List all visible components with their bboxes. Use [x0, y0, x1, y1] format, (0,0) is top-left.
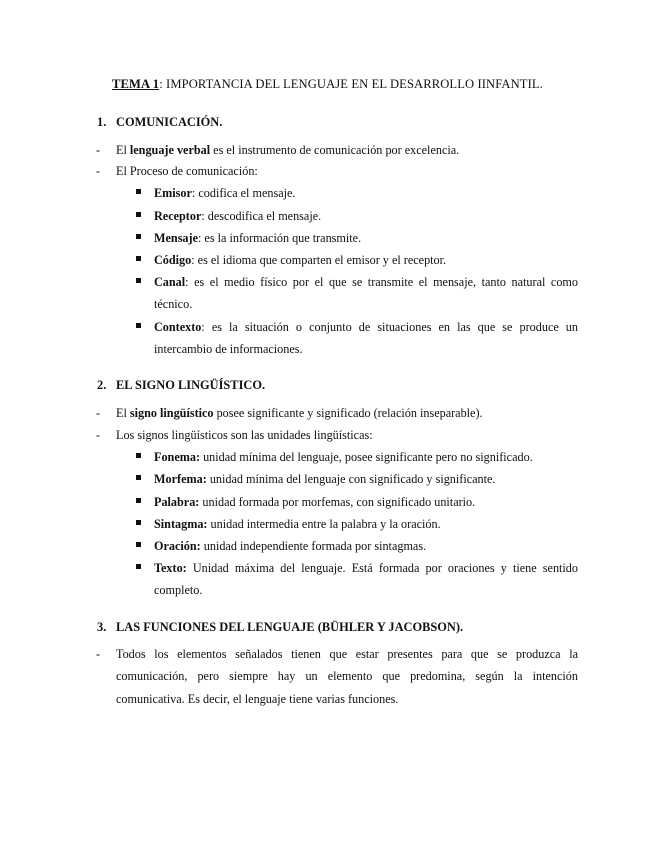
bullet-text: unidad mínima del lenguaje con significado y significante.	[206, 472, 496, 486]
square-bullet-icon	[136, 475, 141, 480]
dash-marker: -	[96, 143, 101, 157]
bullet-item	[136, 491, 578, 513]
bullet-item	[136, 513, 578, 535]
item-bold: lenguaje verbal	[129, 143, 211, 157]
bullet-term: Contexto	[154, 320, 202, 334]
item-text: El	[116, 406, 130, 420]
section-title: LAS FUNCIONES DEL LENGUAJE (BÜHLER Y JACOBSON).	[116, 620, 464, 634]
square-bullet-icon	[136, 189, 141, 194]
document-title	[0, 77, 655, 92]
item-text: posee significante y significado (relación inseparable).	[213, 406, 483, 420]
section-number: 2.	[97, 378, 107, 392]
bullet-term: Palabra:	[154, 495, 200, 509]
bullet-text: unidad formada por morfemas, con significado unitario.	[199, 495, 476, 509]
square-bullet-icon	[136, 212, 141, 217]
section-number: 1.	[97, 115, 107, 129]
bullet-item	[136, 182, 578, 204]
list-item	[96, 424, 578, 446]
square-bullet-icon	[136, 542, 141, 547]
square-bullet-icon	[136, 234, 141, 239]
item-text: Los signos lingüísticos son las unidades lingüísticas:	[116, 428, 373, 442]
bullet-text: Unidad máxima del lenguaje. Está formada por oraciones y tiene sentido completo.	[154, 561, 578, 598]
section-number: 3.	[97, 620, 107, 634]
bullet-item	[136, 557, 578, 602]
square-bullet-icon	[136, 564, 141, 569]
title-text: : IMPORTANCIA DEL LENGUAJE EN EL DESARROLLO IINFANTIL.	[159, 77, 543, 91]
section-heading-signo	[97, 378, 265, 393]
item-bold: signo lingüístico	[129, 406, 214, 420]
item-text: El Proceso de comunicación:	[116, 164, 258, 178]
bullet-term: Texto:	[154, 561, 187, 575]
bullet-text: : descodifica el mensaje.	[201, 209, 322, 223]
title-label: TEMA 1	[112, 77, 160, 91]
bullet-item	[136, 227, 578, 249]
square-bullet-icon	[136, 498, 141, 503]
dash-marker: -	[96, 406, 101, 420]
section-title: COMUNICACIÓN.	[116, 115, 223, 129]
dash-marker: -	[96, 164, 101, 178]
bullet-text: unidad independiente formada por sintagmas.	[200, 539, 427, 553]
bullet-term: Mensaje	[154, 231, 198, 245]
list-item	[96, 139, 578, 161]
dash-marker: -	[96, 647, 101, 661]
dash-marker: -	[96, 428, 101, 442]
item-text: es el instrumento de comunicación por excelencia.	[210, 143, 460, 157]
bullet-term: Canal	[154, 275, 186, 289]
bullet-term: Fonema:	[154, 450, 201, 464]
bullet-item	[136, 535, 578, 557]
bullet-item	[136, 205, 578, 227]
bullet-item	[136, 271, 578, 316]
item-text: Todos los elementos señalados tienen que estar presentes para que se produzca la comunicación, pero siempre hay un elemento que predomina, según la intención comunicativa. Es decir, el lenguaje tiene varias funciones.	[116, 647, 578, 706]
square-bullet-icon	[136, 520, 141, 525]
bullet-term: Receptor	[154, 209, 202, 223]
square-bullet-icon	[136, 278, 141, 283]
bullet-item	[136, 249, 578, 271]
bullet-text: : codifica el mensaje.	[191, 186, 296, 200]
item-text: El	[116, 143, 130, 157]
bullet-term: Emisor	[154, 186, 192, 200]
list-item	[96, 402, 578, 424]
bullet-term: Morfema:	[154, 472, 207, 486]
list-item	[96, 160, 578, 182]
section-heading-funciones	[97, 620, 463, 635]
bullet-term: Código	[154, 253, 192, 267]
bullet-term: Sintagma:	[154, 517, 208, 531]
square-bullet-icon	[136, 323, 141, 328]
bullet-item	[136, 468, 578, 490]
bullet-text: : es la situación o conjunto de situaciones en las que se produce un intercambio de informaciones.	[154, 320, 578, 357]
bullet-term: Oración:	[154, 539, 201, 553]
bullet-text: : es el idioma que comparten el emisor y el receptor.	[191, 253, 447, 267]
bullet-item	[136, 446, 578, 468]
square-bullet-icon	[136, 256, 141, 261]
bullet-text: : es la información que transmite.	[198, 231, 362, 245]
list-item	[96, 643, 578, 710]
bullet-item	[136, 316, 578, 361]
section-heading-comunicacion	[97, 115, 222, 130]
square-bullet-icon	[136, 453, 141, 458]
bullet-text: : es el medio físico por el que se transmite el mensaje, tanto natural como técnico.	[154, 275, 578, 312]
bullet-text: unidad intermedia entre la palabra y la oración.	[207, 517, 441, 531]
section-title: EL SIGNO LINGÜÍSTICO.	[116, 378, 266, 392]
bullet-text: unidad mínima del lenguaje, posee significante pero no significado.	[200, 450, 533, 464]
